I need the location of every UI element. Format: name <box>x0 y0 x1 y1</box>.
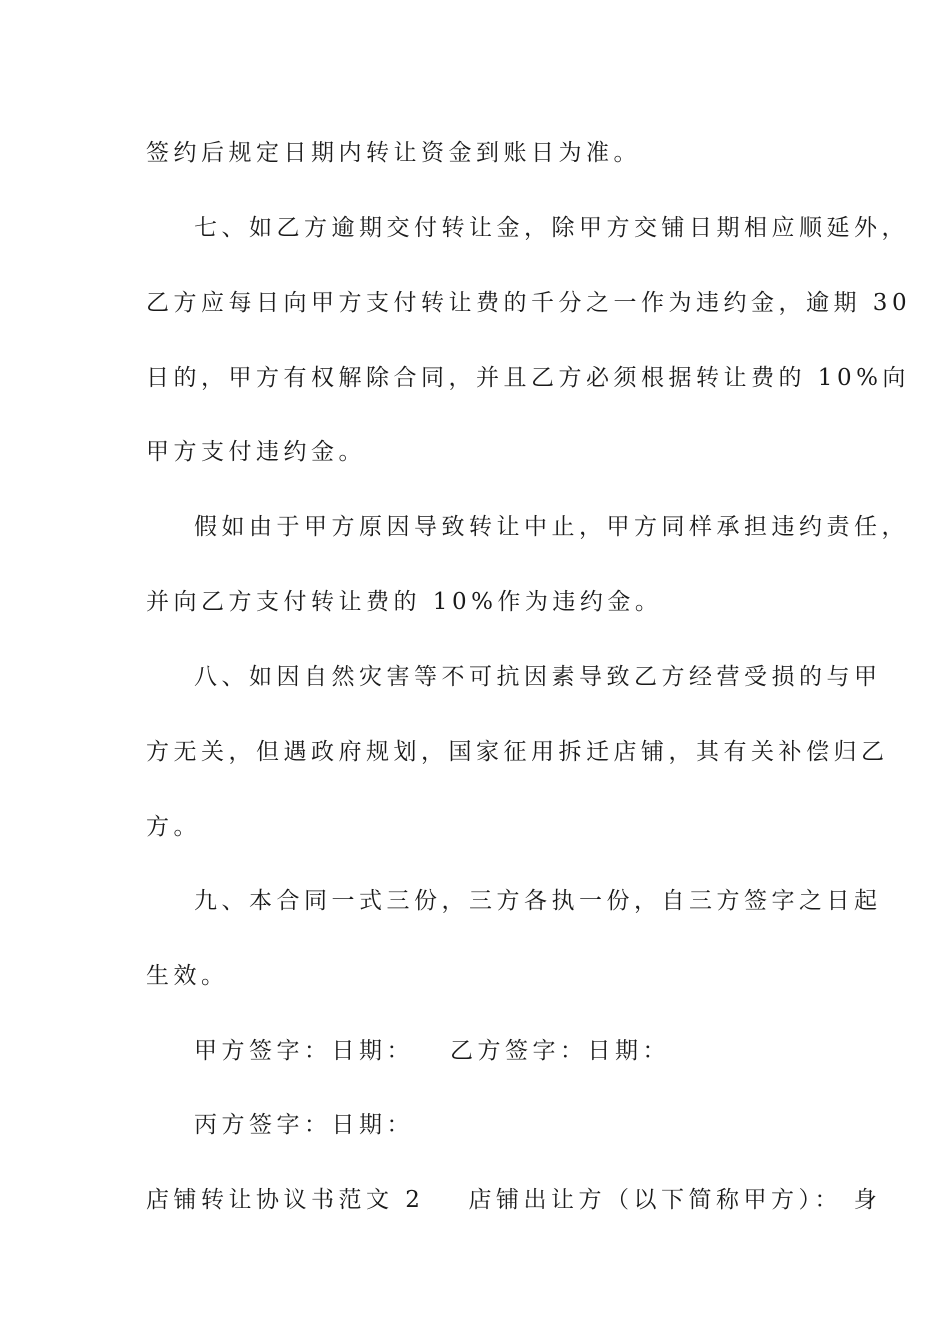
paragraph-line: 假如由于甲方原因导致转让中止，甲方同样承担违约责任， <box>194 514 909 540</box>
footer-text: 店铺出让方（以下简称甲方）： 身 <box>468 1187 882 1213</box>
paragraph-line: 并向乙方支付转让费的 10%作为违约金。 <box>146 589 663 615</box>
paragraph-line: 生效。 <box>146 963 229 989</box>
paragraph-line: 日的，甲方有权解除合同，并且乙方必须根据转让费的 10%向 <box>146 365 910 391</box>
party-c-signature: 丙方签字：日期： <box>194 1112 414 1138</box>
party-a-signature: 甲方签字：日期： <box>194 1038 414 1064</box>
footer-line <box>146 1185 882 1215</box>
clause-seven-line: 七、如乙方逾期交付转让金，除甲方交铺日期相应顺延外， <box>194 215 909 241</box>
party-b-signature: 乙方签字：日期： <box>450 1038 670 1064</box>
clause-nine-line: 九、本合同一式三份，三方各执一份，自三方签字之日起 <box>194 888 882 914</box>
paragraph-line: 方无关，但遇政府规划，国家征用拆迁店铺，其有关补偿归乙 <box>146 739 889 765</box>
section-title: 店铺转让协议书范文 2 <box>146 1187 425 1213</box>
clause-eight-line: 八、如因自然灾害等不可抗因素导致乙方经营受损的与甲 <box>194 664 882 690</box>
signature-row-ab <box>194 1036 874 1066</box>
paragraph-line: 签约后规定日期内转让资金到账日为准。 <box>146 140 641 166</box>
paragraph-line: 方。 <box>146 814 201 840</box>
paragraph-line: 乙方应每日向甲方支付转让费的千分之一作为违约金，逾期 30 <box>146 290 912 316</box>
paragraph-line: 甲方支付违约金。 <box>146 439 366 465</box>
